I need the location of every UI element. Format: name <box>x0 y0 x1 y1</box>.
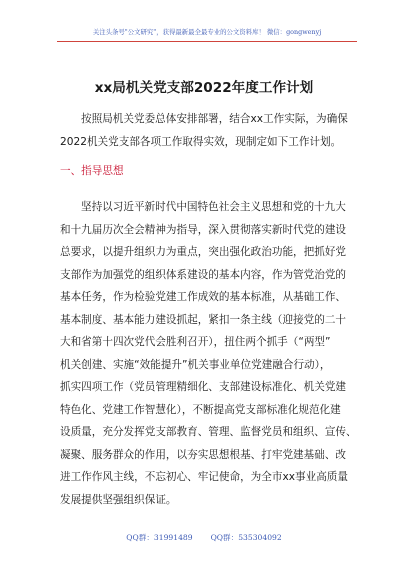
paragraph-line: 和十九届历次全会精神为指导，深入贯彻落实新时代党的建设 <box>60 223 347 236</box>
paragraph-line: 总要求，以提升组织力为重点，突出强化政治功能，把抓好党 <box>60 246 347 258</box>
footer-qq-left: QQ群：31991489 <box>126 533 193 542</box>
intro-line: 按照局机关党委总体安排部署，结合xx工作实际，为确保 <box>81 113 348 125</box>
intro-line: 2022机关党支部各项工作取得实效，现制定如下工作计划。 <box>60 135 342 148</box>
paragraph-line: 大和省第十四次党代会胜利召开），扭住两个抓手（“两型” <box>60 336 331 348</box>
footer <box>0 532 408 543</box>
paragraph-line: 坚持以习近平新时代中国特色社会主义思想和党的十九大 <box>81 201 346 213</box>
paragraph-line: 基本任务，作为检验党建工作成效的基本标准，从基础工作、 <box>60 291 347 303</box>
paragraph-line: 机关创建、实施“效能提升”机关事业单位党建融合行动）， <box>60 358 331 371</box>
header-banner: 关注头条号"公文研究"，获得最新最全最专业的公文资料库！ 微信：gongwenyj <box>57 26 357 42</box>
paragraph-line: 设质量，充分发挥党支部教育、管理、监督党员和组织、宣传、 <box>60 426 357 438</box>
paragraph-line: 抓实四项工作（党员管理精细化、支部建设标准化、机关党建 <box>60 381 347 393</box>
footer-qq-right: QQ群：535304092 <box>210 533 282 542</box>
paragraph-line: 凝聚、服务群众的作用，以夯实思想根基、打牢党建基础、改 <box>60 448 347 461</box>
paragraph-line: 支部作为加强党的组织体系建设的基本内容，作为管党治党的 <box>60 268 347 281</box>
paragraph-line: 特色化、党建工作智慧化），不断提高党支部标准化规范化建 <box>60 403 341 416</box>
document-title: xx局机关党支部2022年度工作计划 <box>94 80 314 96</box>
paragraph-line: 进工作作风主线，不忘初心、牢记使命，为全市xx事业高质量 <box>60 471 348 483</box>
guiding-ideology-paragraph <box>60 196 360 511</box>
paragraph-line: 基本制度、基本能力建设抓起，紧扣一条主线（迎接党的二十 <box>60 313 347 326</box>
paragraph-line: 发展提供坚强组织保证。 <box>60 493 177 506</box>
section-heading: 一、指导思想 <box>60 165 124 177</box>
intro-paragraph <box>60 108 360 153</box>
